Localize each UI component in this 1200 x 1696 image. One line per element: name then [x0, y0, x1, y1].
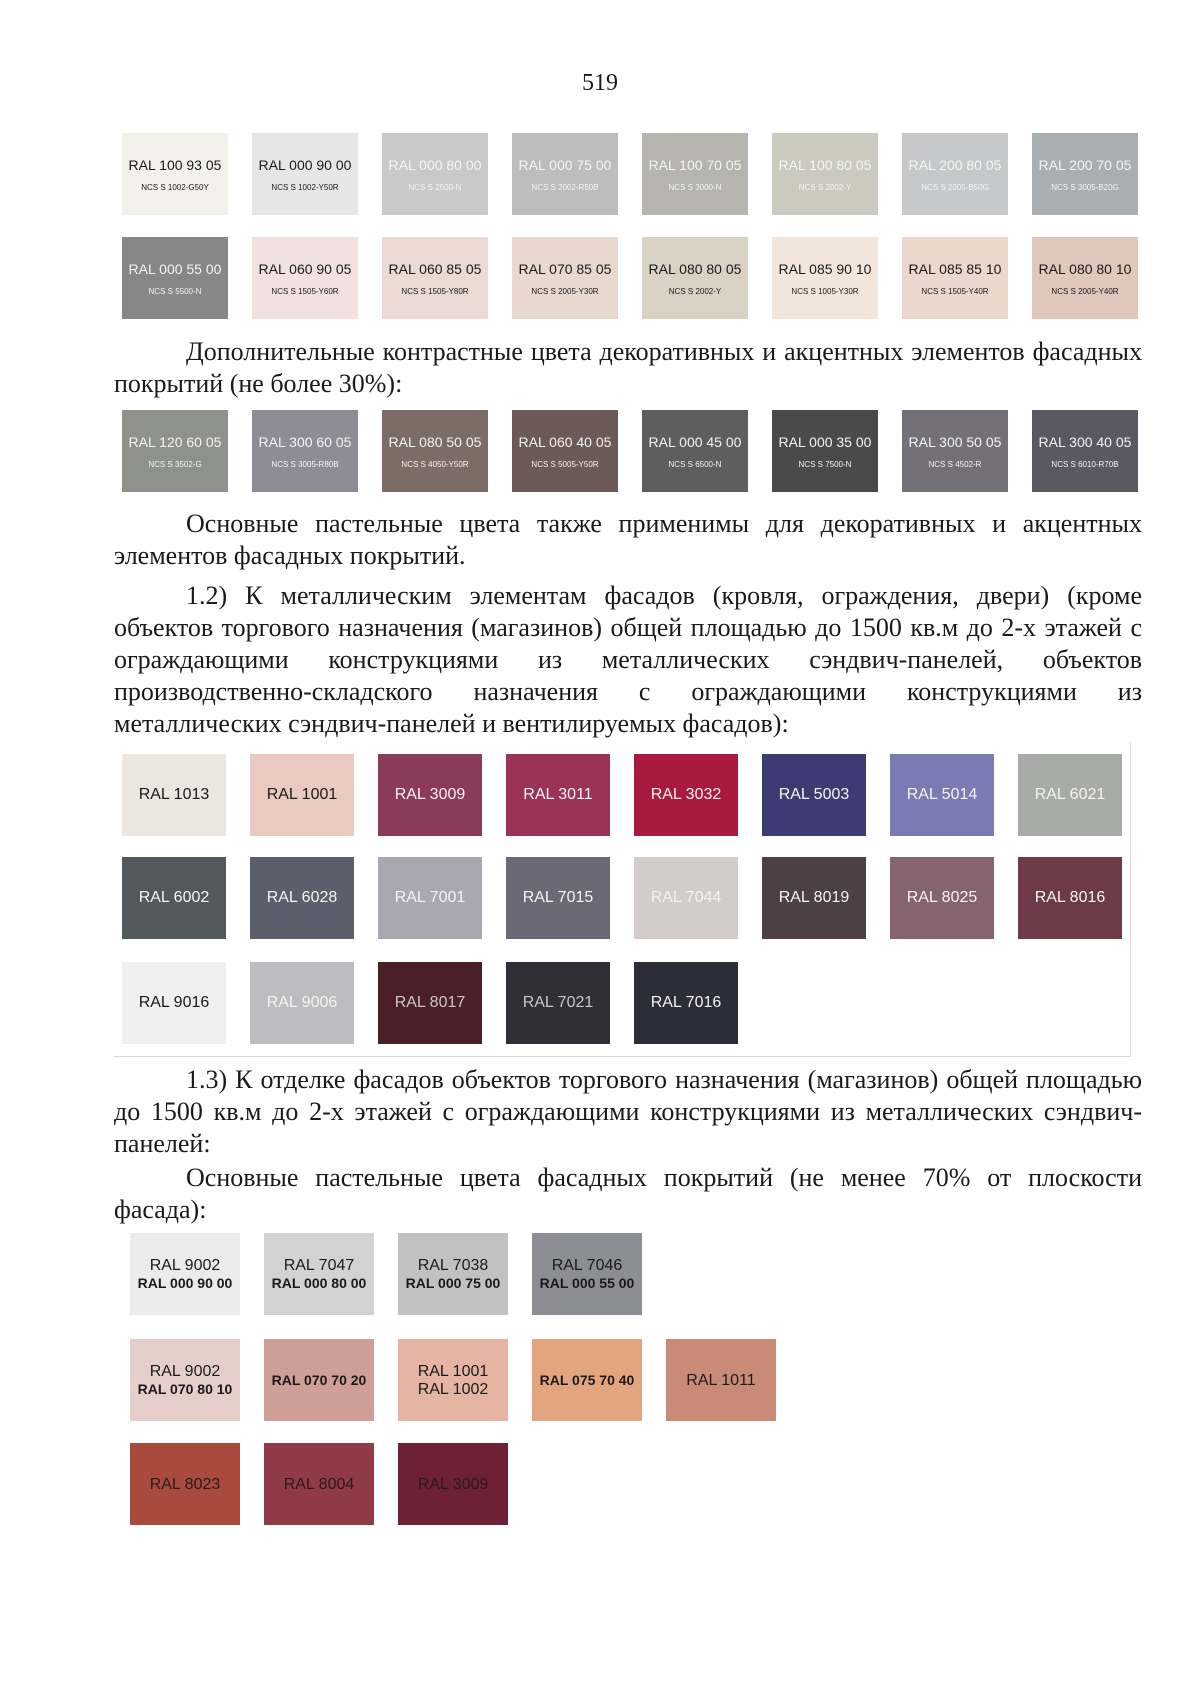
color-swatch	[122, 754, 226, 836]
swatch-secondary-code: NCS S 2002-Y	[798, 182, 852, 192]
swatch-secondary-code: NCS S 3005-B20G	[1051, 182, 1119, 192]
color-swatch	[890, 857, 994, 939]
swatch-ral-code: RAL 5003	[778, 786, 850, 803]
color-swatch	[1018, 857, 1122, 939]
swatch-ral-code: RAL 9002	[149, 1257, 221, 1274]
swatch-ral-code: RAL 3032	[650, 786, 722, 803]
swatch-secondary-code: RAL 070 70 20	[271, 1371, 367, 1388]
swatch-ral-code: RAL 8004	[283, 1475, 355, 1493]
paragraph-pastel-note: Основные пастельные цвета также применимы для декоративных и акцентных элементов фасадных покрытий.	[114, 509, 1142, 570]
color-swatch	[252, 133, 358, 215]
swatch-secondary-code: RAL 000 75 00	[405, 1275, 501, 1291]
color-swatch	[264, 1443, 374, 1525]
color-swatch	[398, 1443, 508, 1525]
swatch-ral-code: RAL 7021	[522, 994, 594, 1011]
color-swatch	[130, 1443, 240, 1525]
swatch-ral-code: RAL 120 60 05	[128, 433, 222, 450]
swatch-secondary-code: NCS S 3502-G	[148, 459, 202, 469]
swatch-secondary-code: NCS S 4050-Y50R	[401, 459, 469, 469]
swatch-secondary-code: RAL 075 70 40	[539, 1371, 635, 1388]
swatch-ral-code: RAL 085 90 10	[778, 260, 872, 277]
color-swatch	[1032, 237, 1138, 319]
color-swatch	[642, 237, 748, 319]
paragraph-shop-facades: 1.3) К отделке фасадов объектов торгового назначения (магазинов) общей площадью до 1500 кв.м до 2-х этажей с ограждающими конструкциями из металлических сэндвич-панелей:	[114, 1065, 1142, 1158]
color-swatch	[902, 237, 1008, 319]
color-swatch	[772, 133, 878, 215]
swatch-ral-code: RAL 6028	[266, 889, 338, 906]
color-swatch	[512, 410, 618, 492]
color-swatch	[512, 133, 618, 215]
swatch-ral-code: RAL 7015	[522, 889, 594, 906]
swatch-ral-code: RAL 1013	[138, 786, 210, 803]
swatch-ral-code: RAL 9016	[138, 994, 210, 1011]
swatch-secondary-code: NCS S 1002-G50Y	[141, 182, 209, 192]
swatch-ral-code: RAL 9006	[266, 994, 338, 1011]
color-swatch	[398, 1233, 508, 1315]
swatch-secondary-code: NCS S 2005-B50G	[921, 182, 989, 192]
color-swatch	[532, 1233, 642, 1315]
swatch-secondary-code: RAL 1002	[417, 1381, 489, 1398]
swatch-ral-code: RAL 7047	[283, 1257, 355, 1274]
swatch-secondary-code: NCS S 3000-N	[668, 182, 722, 192]
swatch-ral-code: RAL 8017	[394, 994, 466, 1011]
swatch-ral-code: RAL 085 85 10	[908, 260, 1002, 277]
paragraph-metal-elements: 1.2) К металлическим элементам фасадов (кровля, ограждения, двери) (кроме объектов торгового назначения (магазинов) общей площадью до 1500 кв.м до 2-х этажей с ограждающими конструкциями из металлических сэндвич-панелей, объектов производственно-складского назначения с ограждающими конструкциями из металлических сэндвич-панелей и вентилируемых фасадов):	[114, 581, 1142, 738]
color-swatch	[382, 133, 488, 215]
swatch-ral-code: RAL 000 75 00	[518, 156, 612, 173]
color-swatch	[642, 410, 748, 492]
swatch-ral-code: RAL 3011	[523, 786, 593, 803]
color-swatch	[642, 133, 748, 215]
color-swatch	[382, 237, 488, 319]
color-swatch	[506, 962, 610, 1044]
swatch-secondary-code: NCS S 2002-R50B	[531, 182, 599, 192]
swatch-secondary-code: NCS S 6500-N	[668, 459, 722, 469]
page-number: 519	[582, 70, 618, 96]
swatch-ral-code: RAL 000 35 00	[778, 433, 872, 450]
swatch-ral-code: RAL 000 90 00	[258, 156, 352, 173]
swatch-secondary-code: RAL 000 55 00	[539, 1275, 635, 1291]
swatch-ral-code: RAL 080 80 05	[648, 260, 742, 277]
color-swatch	[532, 1339, 642, 1421]
swatch-ral-code: RAL 300 40 05	[1038, 433, 1132, 450]
color-swatch	[250, 962, 354, 1044]
swatch-secondary-code: NCS S 2500-N	[408, 182, 462, 192]
swatch-ral-code: RAL 000 55 00	[128, 260, 222, 277]
color-swatch	[512, 237, 618, 319]
swatch-ral-code: RAL 7016	[650, 994, 722, 1011]
swatch-ral-code: RAL 300 50 05	[908, 433, 1002, 450]
swatch-secondary-code: RAL 000 80 00	[271, 1275, 367, 1291]
swatch-secondary-code: NCS S 1505-Y80R	[401, 286, 469, 296]
swatch-ral-code: RAL 100 70 05	[648, 156, 742, 173]
color-swatch	[762, 754, 866, 836]
swatch-secondary-code: NCS S 2005-Y40R	[1051, 286, 1119, 296]
color-swatch	[122, 962, 226, 1044]
color-swatch	[264, 1233, 374, 1315]
color-swatch	[634, 857, 738, 939]
color-swatch	[252, 237, 358, 319]
color-swatch	[398, 1339, 508, 1421]
color-swatch	[264, 1339, 374, 1421]
swatch-ral-code: RAL 7001	[394, 889, 466, 906]
swatch-secondary-code: NCS S 5500-N	[148, 286, 202, 296]
color-swatch	[252, 410, 358, 492]
color-swatch	[762, 857, 866, 939]
swatch-ral-code: RAL 8023	[149, 1475, 221, 1493]
swatch-secondary-code: NCS S 3005-R80B	[271, 459, 339, 469]
color-swatch	[902, 133, 1008, 215]
color-swatch	[1032, 410, 1138, 492]
color-swatch	[666, 1339, 776, 1421]
color-swatch	[250, 857, 354, 939]
swatch-secondary-code: NCS S 5005-Y50R	[531, 459, 599, 469]
color-swatch	[772, 410, 878, 492]
swatch-secondary-code: RAL 000 90 00	[137, 1275, 233, 1291]
swatch-ral-code: RAL 1001	[417, 1363, 489, 1380]
color-swatch	[122, 857, 226, 939]
swatch-ral-code: RAL 300 60 05	[258, 433, 352, 450]
swatch-secondary-code: NCS S 1505-Y40R	[921, 286, 989, 296]
color-swatch	[378, 754, 482, 836]
swatch-ral-code: RAL 7044	[650, 889, 722, 906]
color-swatch	[506, 754, 610, 836]
color-swatch	[506, 857, 610, 939]
swatch-ral-code: RAL 5014	[906, 786, 978, 803]
color-swatch	[122, 237, 228, 319]
color-swatch	[122, 410, 228, 492]
swatch-ral-code: RAL 9002	[149, 1363, 221, 1380]
swatch-ral-code: RAL 060 40 05	[518, 433, 612, 450]
swatch-secondary-code: NCS S 6010-R70B	[1051, 459, 1119, 469]
color-swatch	[772, 237, 878, 319]
color-swatch	[378, 962, 482, 1044]
swatch-ral-code: RAL 7046	[551, 1257, 623, 1274]
color-swatch	[250, 754, 354, 836]
swatch-ral-code: RAL 8025	[906, 889, 978, 906]
color-swatch	[634, 962, 738, 1044]
swatch-ral-code: RAL 100 93 05	[128, 156, 222, 173]
swatch-ral-code: RAL 080 80 10	[1038, 260, 1132, 277]
swatch-ral-code: RAL 000 80 00	[388, 156, 482, 173]
swatch-ral-code: RAL 060 90 05	[258, 260, 352, 277]
paragraph-contrast-colors: Дополнительные контрастные цвета декоративных и акцентных элементов фасадных покрытий (не более 30%):	[114, 337, 1142, 398]
swatch-ral-code: RAL 100 80 05	[778, 156, 872, 173]
swatch-ral-code: RAL 200 80 05	[908, 156, 1002, 173]
swatch-ral-code: RAL 1001	[266, 786, 338, 803]
swatch-ral-code: RAL 080 50 05	[388, 433, 482, 450]
swatch-secondary-code: NCS S 4502-R	[928, 459, 982, 469]
color-swatch	[890, 754, 994, 836]
swatch-secondary-code: NCS S 1005-Y30R	[791, 286, 859, 296]
swatch-secondary-code: NCS S 7500-N	[798, 459, 852, 469]
paragraph-shop-pastel: Основные пастельные цвета фасадных покрытий (не менее 70% от плоскости фасада):	[114, 1163, 1142, 1224]
swatch-ral-code: RAL 000 45 00	[648, 433, 742, 450]
swatch-ral-code: RAL 8019	[778, 889, 850, 906]
swatch-secondary-code: RAL 070 80 10	[137, 1381, 233, 1397]
swatch-ral-code: RAL 3009	[394, 786, 466, 803]
swatch-ral-code: RAL 3009	[417, 1475, 489, 1493]
color-swatch	[1018, 754, 1122, 836]
swatch-ral-code: RAL 070 85 05	[518, 260, 612, 277]
color-swatch	[130, 1233, 240, 1315]
swatch-ral-code: RAL 200 70 05	[1038, 156, 1132, 173]
swatch-ral-code: RAL 7038	[417, 1257, 489, 1274]
color-swatch	[634, 754, 738, 836]
swatch-ral-code: RAL 6021	[1034, 786, 1106, 803]
swatch-ral-code: RAL 6002	[138, 889, 210, 906]
swatch-ral-code: RAL 1011	[686, 1371, 756, 1389]
swatch-secondary-code: NCS S 2002-Y	[668, 286, 722, 296]
swatch-secondary-code: NCS S 2005-Y30R	[531, 286, 599, 296]
color-swatch	[122, 133, 228, 215]
swatch-secondary-code: NCS S 1505-Y60R	[271, 286, 339, 296]
swatch-ral-code: RAL 060 85 05	[388, 260, 482, 277]
swatch-ral-code: RAL 8016	[1034, 889, 1106, 906]
swatch-secondary-code: NCS S 1002-Y50R	[271, 182, 339, 192]
color-swatch	[378, 857, 482, 939]
color-swatch	[130, 1339, 240, 1421]
color-swatch	[382, 410, 488, 492]
color-swatch	[1032, 133, 1138, 215]
color-swatch	[902, 410, 1008, 492]
